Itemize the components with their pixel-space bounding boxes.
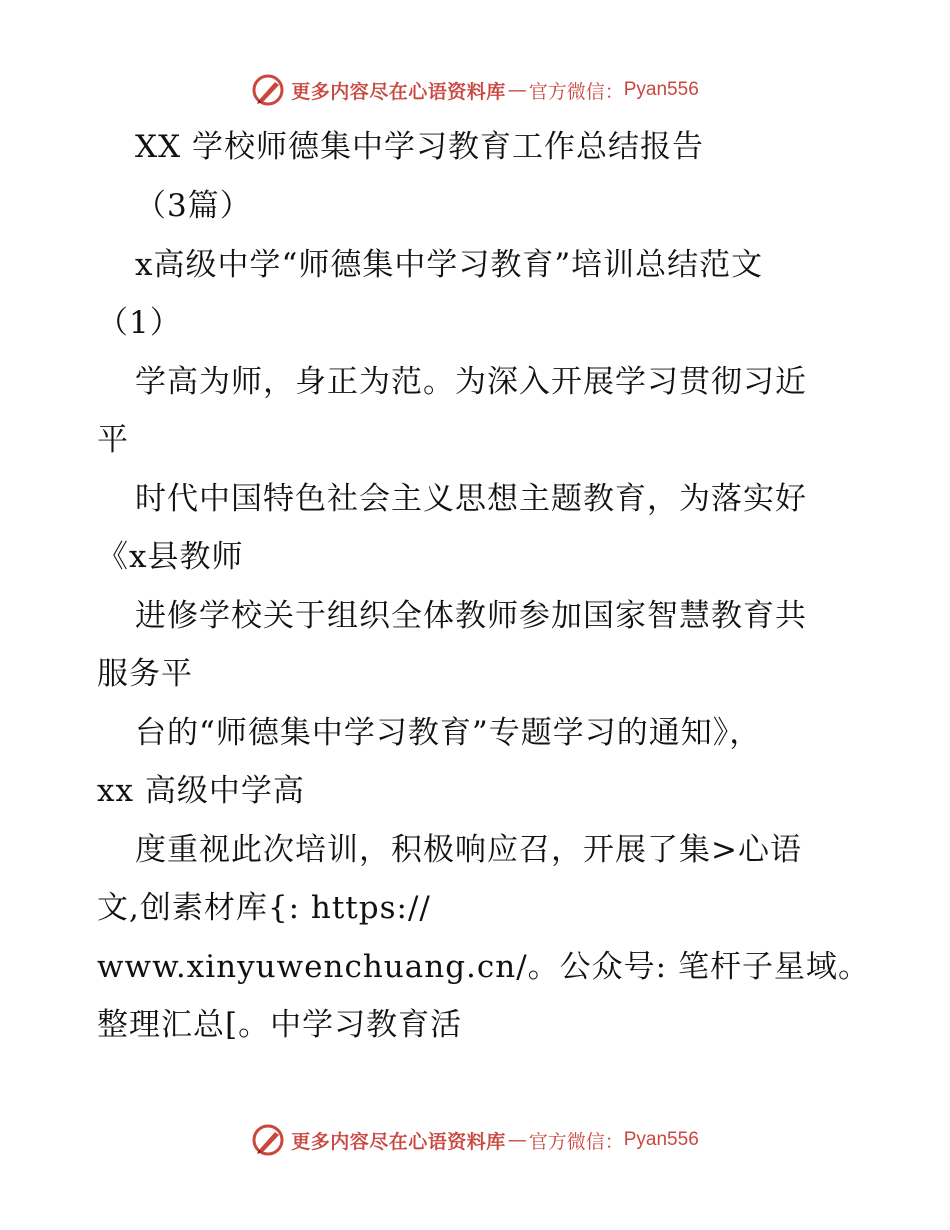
watermark-wechat-id: Pyan556 [623, 1129, 699, 1150]
document-title: XX 学校师德集中学习教育工作总结报告 [135, 129, 704, 165]
pen-logo-icon [251, 73, 285, 107]
watermark-dash: — [507, 1129, 527, 1151]
body-line: 台的“师德集中学习教育”专题学习的通知》， [135, 715, 762, 751]
body-line: 度重视此次培训，积极响应召，开展了集>心语 [135, 832, 802, 868]
footer-watermark [0, 1120, 950, 1160]
watermark-wechat-label: 官方微信： [528, 1130, 624, 1153]
pen-logo-icon [251, 1123, 285, 1157]
section-heading-number: （1） [97, 305, 182, 341]
watermark-wechat-label: 官方微信： [528, 80, 624, 103]
section-heading: x高级中学“师德集中学习教育”培训总结范文 [135, 247, 764, 283]
document-title-count: （3篇） [135, 188, 252, 224]
body-line: 时代中国特色社会主义思想主题教育，为落实好 [135, 481, 807, 517]
watermark-text: 更多内容尽在心语资料库 [291, 80, 506, 103]
body-line: 《x县教师 [97, 539, 244, 575]
body-line: 服务平 [97, 656, 193, 692]
body-line: xx 高级中学高 [97, 773, 305, 809]
body-line: 文,创素材库{: https:// [97, 890, 431, 926]
body-line: 平 [97, 422, 129, 458]
watermark-wechat-id: Pyan556 [623, 79, 699, 100]
body-line: 进修学校关于组织全体教师参加国家智慧教育共 [135, 598, 807, 634]
watermark-dash: — [507, 79, 527, 101]
header-watermark [0, 70, 950, 110]
body-line-url: www.xinyuwenchuang.cn/。公众号: 笔杆子星域。 [97, 949, 870, 985]
body-line: 整理汇总[。中学习教育活 [97, 1007, 463, 1043]
body-line: 学高为师，身正为范。为深入开展学习贯彻习近 [135, 364, 807, 400]
watermark-text: 更多内容尽在心语资料库 [291, 1130, 506, 1153]
